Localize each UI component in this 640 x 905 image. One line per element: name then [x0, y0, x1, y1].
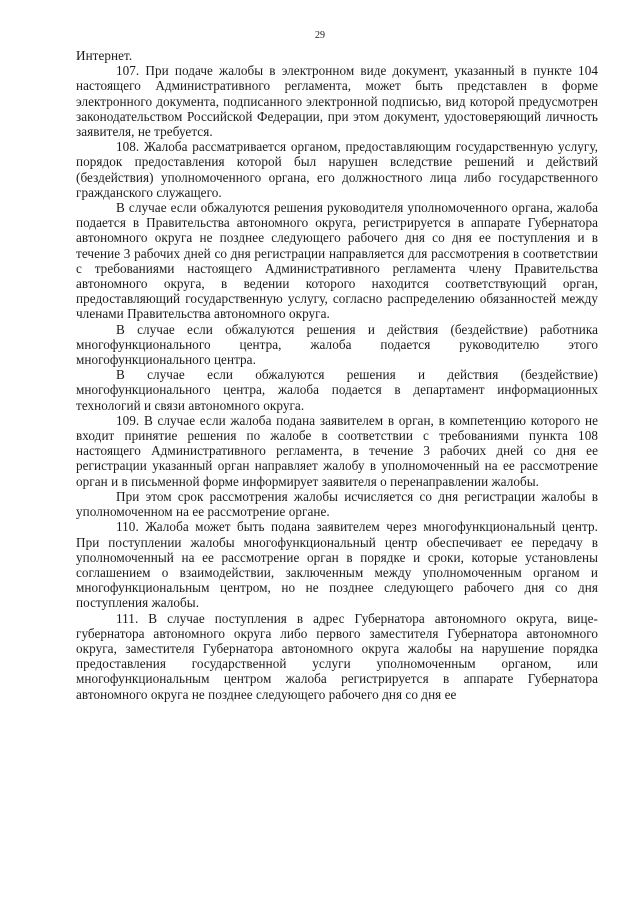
paragraph: При этом срок рассмотрения жалобы исчисляется со дня регистрации жалобы в уполномоченном на ее рассмотрение органе.	[76, 488, 598, 520]
paragraph: В случае если обжалуются решения и действия (бездействие) работника многофункционального центра, жалоба подается руководителю этого многофункционального центра.	[76, 321, 598, 368]
paragraph: В случае если обжалуются решения руководителя уполномоченного органа, жалоба подается в Правительства автономного округа, регистрируется в аппарате Губернатора автономного округа не позднее следующего рабочего дня со дня ее поступления и в течение 3 рабочих дней со дня регистрации направляется для рассмотрения в соответствии с требованиями настоящего Административного регламента члену Правительства автономного округа, в ведении которого находится соответствующий орган, предоставляющий государственную услугу, согласно распределению обязанностей между членами Правительства автономного округа.	[76, 200, 598, 322]
paragraph: 109. В случае если жалоба подана заявителем в орган, в компетенцию которого не входит принятие решения по жалобе в соответствии с требованиями пункта 108 настоящего Административного регламента, в течение 3 рабочих дней со дня ее регистрации указанный орган направляет жалобу в уполномоченный на ее рассмотрение орган и в письменной форме информирует заявителя о перенаправлении жалобы.	[76, 412, 598, 489]
paragraph: 108. Жалоба рассматривается органом, предоставляющим государственную услугу, порядок предоставления которой был нарушен вследствие решений и действий (бездействия) уполномоченного органа, его должностного лица либо государственного гражданского служащего.	[76, 139, 598, 200]
paragraph: В случае если обжалуются решения и действия (бездействие) многофункционального центра, жалоба подается в департамент информационных технологий и связи автономного округа.	[76, 367, 598, 413]
paragraph: Интернет.	[76, 48, 133, 63]
paragraph: 110. Жалоба может быть подана заявителем через многофункциональный центр. При поступлении жалобы многофункциональный центр обеспечивает ее передачу в уполномоченный на ее рассмотрение орган в порядке и сроки, которые установлены соглашением о взаимодействии, заключенным между уполномоченным органом и многофункциональным центром, но не позднее следующего рабочего дня со дня поступления жалобы.	[76, 519, 598, 611]
paragraph: 111. В случае поступления в адрес Губернатора автономного округа, вице-губернатора автономного округа либо первого заместителя Губернатора автономного округа, заместителя Губернатора автономного округа жалобы на нарушение порядка предоставления государственной услуги уполномоченным органом, или многофункциональным центром жалоба регистрируется в аппарате Губернатора автономного округа не позднее следующего рабочего дня со дня ее	[76, 610, 598, 702]
paragraph: 107. При подаче жалобы в электронном виде документ, указанный в пункте 104 настоящего Административного регламента, может быть представлен в форме электронного документа, подписанного электронной подписью, вид которой предусмотрен законодательством Российской Федерации, при этом документ, удостоверяющий личность заявителя, не требуется.	[76, 63, 598, 140]
document-body	[76, 48, 598, 702]
page-number: 29	[315, 30, 325, 41]
